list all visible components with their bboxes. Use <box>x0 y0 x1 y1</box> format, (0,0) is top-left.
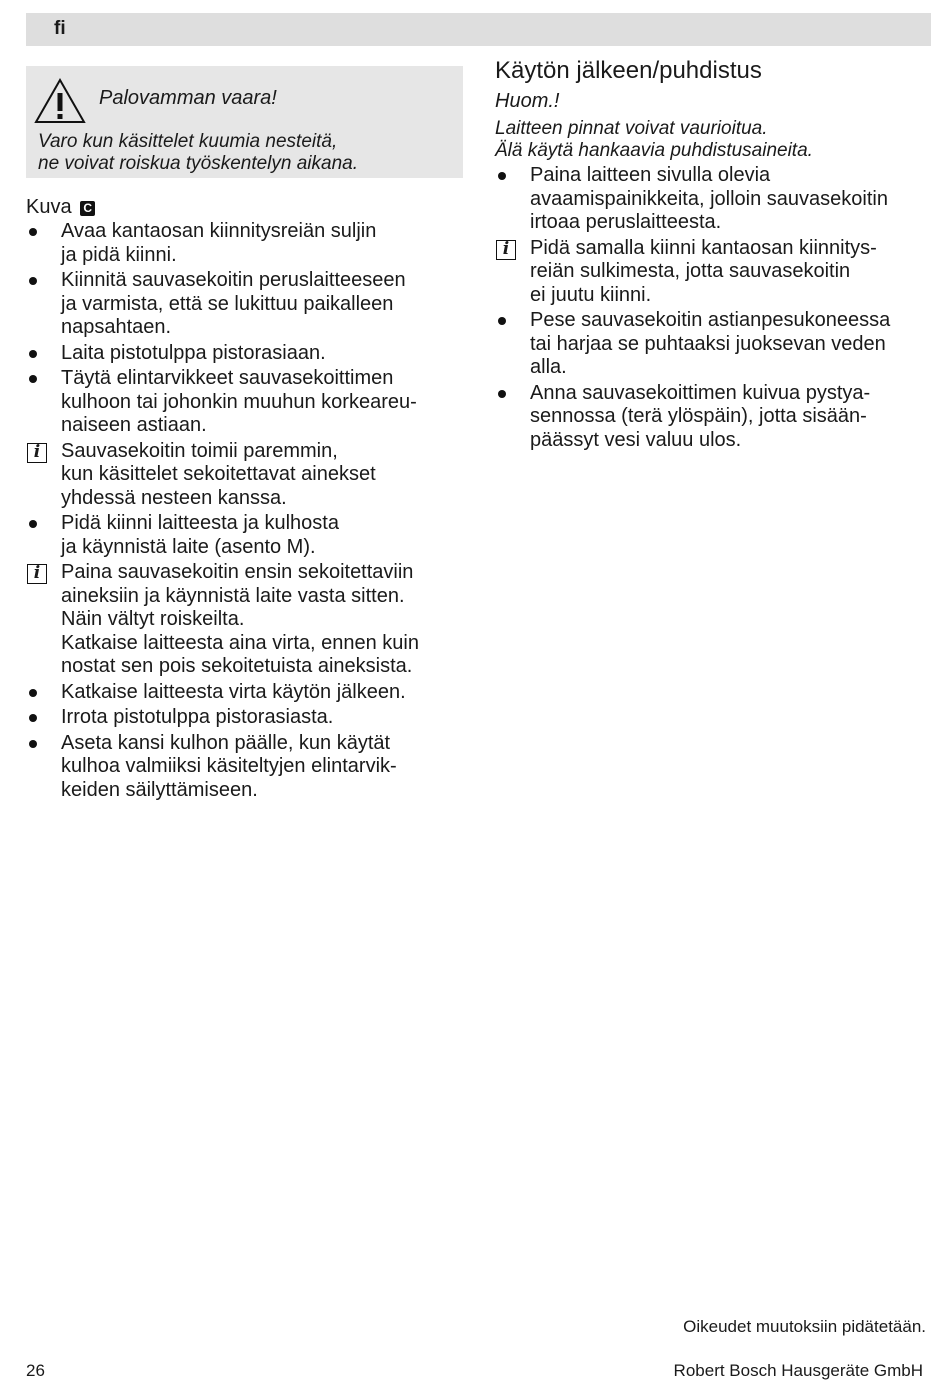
figure-letter-badge: C <box>80 201 95 216</box>
list-item <box>26 681 464 705</box>
item-line: Katkaise laitteesta virta käytön jälkeen. <box>61 680 406 703</box>
warning-title: Palovamman vaara! <box>99 87 277 109</box>
item-line: Irrota pistotulppa pistorasiasta. <box>61 706 334 728</box>
list-item <box>26 706 464 730</box>
item-line: Katkaise laitteesta aina virta, ennen kuin <box>61 631 419 654</box>
item-line: Aseta kansi kulhon päälle, kun käytät <box>61 731 391 754</box>
item-line: avaamispainikkeita, jolloin sauvasekoitin <box>530 187 888 210</box>
language-code: fi <box>54 18 66 39</box>
list-item <box>26 220 464 267</box>
item-line: ei juutu kiinni. <box>530 283 652 306</box>
warning-line: ne voivat roiskua työskentelyn aikana. <box>38 153 359 174</box>
item-line: ja pidä kiinni. <box>61 243 177 266</box>
item-line: kulhoa valmiiksi käsiteltyjen elintarvik- <box>61 755 397 777</box>
item-line: Paina sauvasekoitin ensin sekoitettaviin <box>61 561 414 583</box>
bullet-icon <box>29 228 37 236</box>
list-item <box>26 269 464 340</box>
bullet-icon <box>29 520 37 528</box>
company-name: Robert Bosch Hausgeräte GmbH <box>673 1361 923 1380</box>
item-line: aineksiin ja käynnistä laite vasta sitten. <box>61 584 405 607</box>
page-number: 26 <box>26 1361 45 1380</box>
item-line: yhdessä nesteen kanssa. <box>61 486 287 509</box>
info-item <box>26 440 464 511</box>
right-instruction-list <box>495 164 930 454</box>
warning-box <box>26 66 463 178</box>
item-line: nostat sen pois sekoitetuista aineksista. <box>61 655 413 677</box>
figure-label: Kuva <box>26 196 72 218</box>
bullet-icon <box>29 740 37 748</box>
item-line: napsahtaen. <box>61 316 172 338</box>
warning-text <box>38 131 358 175</box>
list-item <box>26 342 464 366</box>
bullet-icon <box>498 172 506 180</box>
list-item <box>26 732 464 803</box>
item-line: kun käsittelet sekoitettavat ainekset <box>61 463 376 485</box>
caution-line: Laitteen pinnat voivat vaurioitua. <box>495 118 768 139</box>
info-item <box>495 237 930 308</box>
bullet-icon <box>498 390 506 398</box>
bullet-icon <box>29 714 37 722</box>
item-line: Anna sauvasekoittimen kuivua pystya- <box>530 381 871 404</box>
list-item <box>495 164 930 235</box>
list-item <box>26 367 464 438</box>
warning-triangle-icon <box>32 76 88 126</box>
item-line: keiden säilyttämiseen. <box>61 778 258 801</box>
item-line: Kiinnitä sauvasekoitin peruslaitteeseen <box>61 269 406 291</box>
warning-line: Varo kun käsittelet kuumia nesteitä, <box>38 131 338 152</box>
item-line: reiän sulkimesta, jotta sauvasekoitin <box>530 260 851 282</box>
item-line: tai harjaa se puhtaaksi juoksevan veden <box>530 332 886 355</box>
item-line: Näin vältyt roiskeilta. <box>61 608 245 630</box>
item-line: alla. <box>530 356 567 378</box>
item-line: sennossa (terä ylöspäin), jotta sisään- <box>530 405 867 427</box>
list-item <box>26 512 464 559</box>
caution-text <box>495 118 813 162</box>
item-line: ja varmista, että se lukittuu paikalleen <box>61 292 394 315</box>
info-icon: i <box>496 240 516 260</box>
item-line: Paina laitteen sivulla olevia <box>530 164 771 186</box>
rights-reserved-note: Oikeudet muutoksiin pidätetään. <box>683 1317 926 1336</box>
item-line: ja käynnistä laite (asento M). <box>61 535 316 558</box>
item-line: Täytä elintarvikkeet sauvasekoittimen <box>61 367 394 389</box>
info-icon: i <box>27 443 47 463</box>
info-item <box>26 561 464 679</box>
note-label: Huom.! <box>495 90 560 112</box>
item-line: päässyt vesi valuu ulos. <box>530 428 742 451</box>
bullet-icon <box>29 375 37 383</box>
caution-line: Älä käytä hankaavia puhdistusaineita. <box>495 140 813 161</box>
list-item <box>495 309 930 380</box>
item-line: irtoaa peruslaitteesta. <box>530 211 722 233</box>
bullet-icon <box>29 350 37 358</box>
item-line: Sauvasekoitin toimii paremmin, <box>61 439 338 462</box>
item-line: Pese sauvasekoitin astianpesukoneessa <box>530 309 891 331</box>
language-bar <box>26 13 931 46</box>
item-line: Laita pistotulppa pistorasiaan. <box>61 341 326 364</box>
bullet-icon <box>498 317 506 325</box>
item-line: Avaa kantaosan kiinnitysreiän suljin <box>61 220 377 242</box>
info-icon: i <box>27 564 47 584</box>
item-line: kulhoon tai johonkin muuhun korkeareu- <box>61 390 417 413</box>
item-line: Pidä samalla kiinni kantaosan kiinnitys- <box>530 236 877 259</box>
left-instruction-list <box>26 220 464 804</box>
section-title: Käytön jälkeen/puhdistus <box>495 57 762 84</box>
item-line: Pidä kiinni laitteesta ja kulhosta <box>61 512 339 534</box>
list-item <box>495 382 930 453</box>
figure-reference <box>26 196 95 220</box>
item-line: naiseen astiaan. <box>61 414 207 436</box>
bullet-icon <box>29 277 37 285</box>
bullet-icon <box>29 689 37 697</box>
